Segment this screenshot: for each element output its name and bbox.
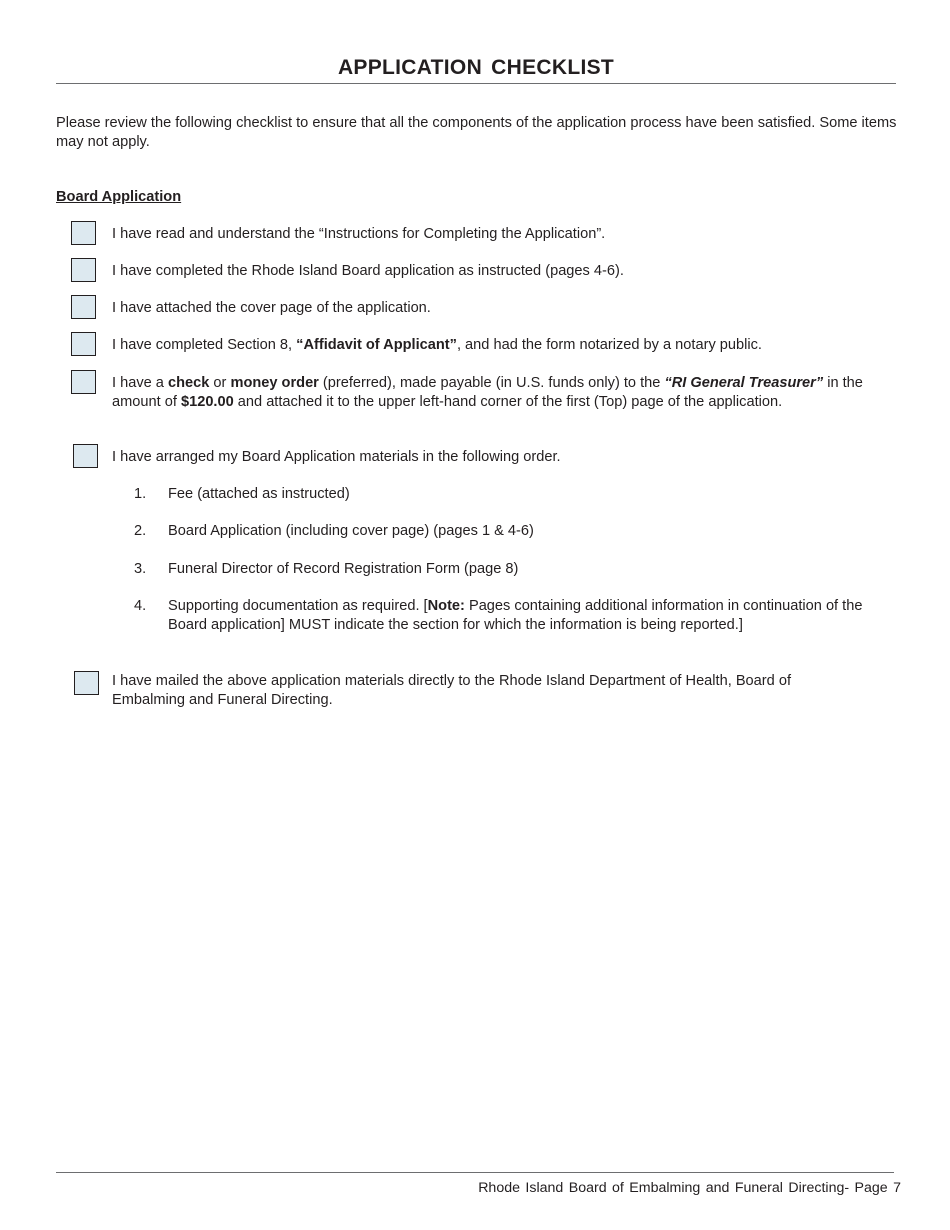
supporting-docs-text-pre: Supporting documentation as required. [	[168, 598, 428, 614]
checklist-item-mailed: I have mailed the above application materials directly to the Rhode Island Department of Health, Board of Embalming and Funeral Directing.	[112, 673, 791, 708]
checkbox-mailed[interactable]	[74, 671, 99, 695]
section-heading-board-application: Board Application	[56, 189, 182, 205]
checkbox-materials-order[interactable]	[73, 444, 98, 468]
order-list-item-fee: Fee (attached as instructed)	[168, 486, 350, 502]
checklist-item-payment	[112, 374, 902, 411]
affidavit-text-pre: I have completed Section 8,	[112, 337, 297, 353]
checkbox-instructions[interactable]	[71, 221, 96, 245]
payment-text-3: (preferred), made payable (in U.S. funds only) to the	[318, 375, 665, 391]
supporting-docs-text-post: Pages containing additional information in continuation of the Board application] MUST indicate the section for which the information is being reported.]	[168, 598, 863, 633]
payment-text-1: I have a	[112, 375, 168, 391]
order-list-number: 4.	[134, 598, 147, 614]
checkbox-board-application[interactable]	[71, 258, 96, 282]
payment-text-2: or	[209, 375, 231, 391]
title-divider	[56, 83, 896, 84]
affidavit-title: “Affidavit of Applicant”	[296, 337, 457, 353]
checkbox-payment[interactable]	[71, 370, 96, 394]
checklist-item-affidavit	[112, 336, 902, 355]
payment-money-order: money order	[230, 375, 319, 391]
order-list-item-supporting-docs	[168, 597, 898, 634]
checkbox-cover-page[interactable]	[71, 295, 96, 319]
checkbox-affidavit[interactable]	[71, 332, 96, 356]
page-footer: Rhode Island Board of Embalming and Funeral Directing- Page 7	[478, 1180, 901, 1196]
checklist-item-instructions: I have read and understand the “Instructions for Completing the Application”.	[112, 226, 606, 242]
order-list-number: 1.	[134, 486, 147, 502]
order-list-number: 2.	[134, 523, 147, 539]
order-list-item-board-application: Board Application (including cover page) (pages 1 & 4-6)	[168, 523, 534, 539]
checklist-item-cover-page: I have attached the cover page of the application.	[112, 300, 431, 316]
payment-text-4: in the amount of	[112, 375, 863, 410]
intro-paragraph: Please review the following checklist to ensure that all the components of the application process have been satisfied. Some items may not apply.	[56, 115, 897, 150]
payment-amount: $120.00	[180, 393, 234, 410]
page-title: APPLICATION CHECKLIST	[337, 56, 615, 79]
checklist-item-materials-order: I have arranged my Board Application materials in the following order.	[112, 449, 561, 465]
order-list-item-registration-form: Funeral Director of Record Registration Form (page 8)	[168, 561, 519, 577]
payment-text-5: and attached it to the upper left-hand corner of the first (Top) page of the application.	[233, 393, 783, 410]
supporting-docs-note-label: Note:	[427, 598, 465, 614]
affidavit-text-post: , and had the form notarized by a notary public.	[456, 337, 762, 353]
footer-divider	[56, 1172, 894, 1173]
payment-payee: “RI General Treasurer”	[664, 375, 824, 391]
order-list-number: 3.	[134, 561, 147, 577]
checklist-item-board-application: I have completed the Rhode Island Board application as instructed (pages 4-6).	[112, 263, 624, 279]
payment-check: check	[167, 375, 210, 391]
